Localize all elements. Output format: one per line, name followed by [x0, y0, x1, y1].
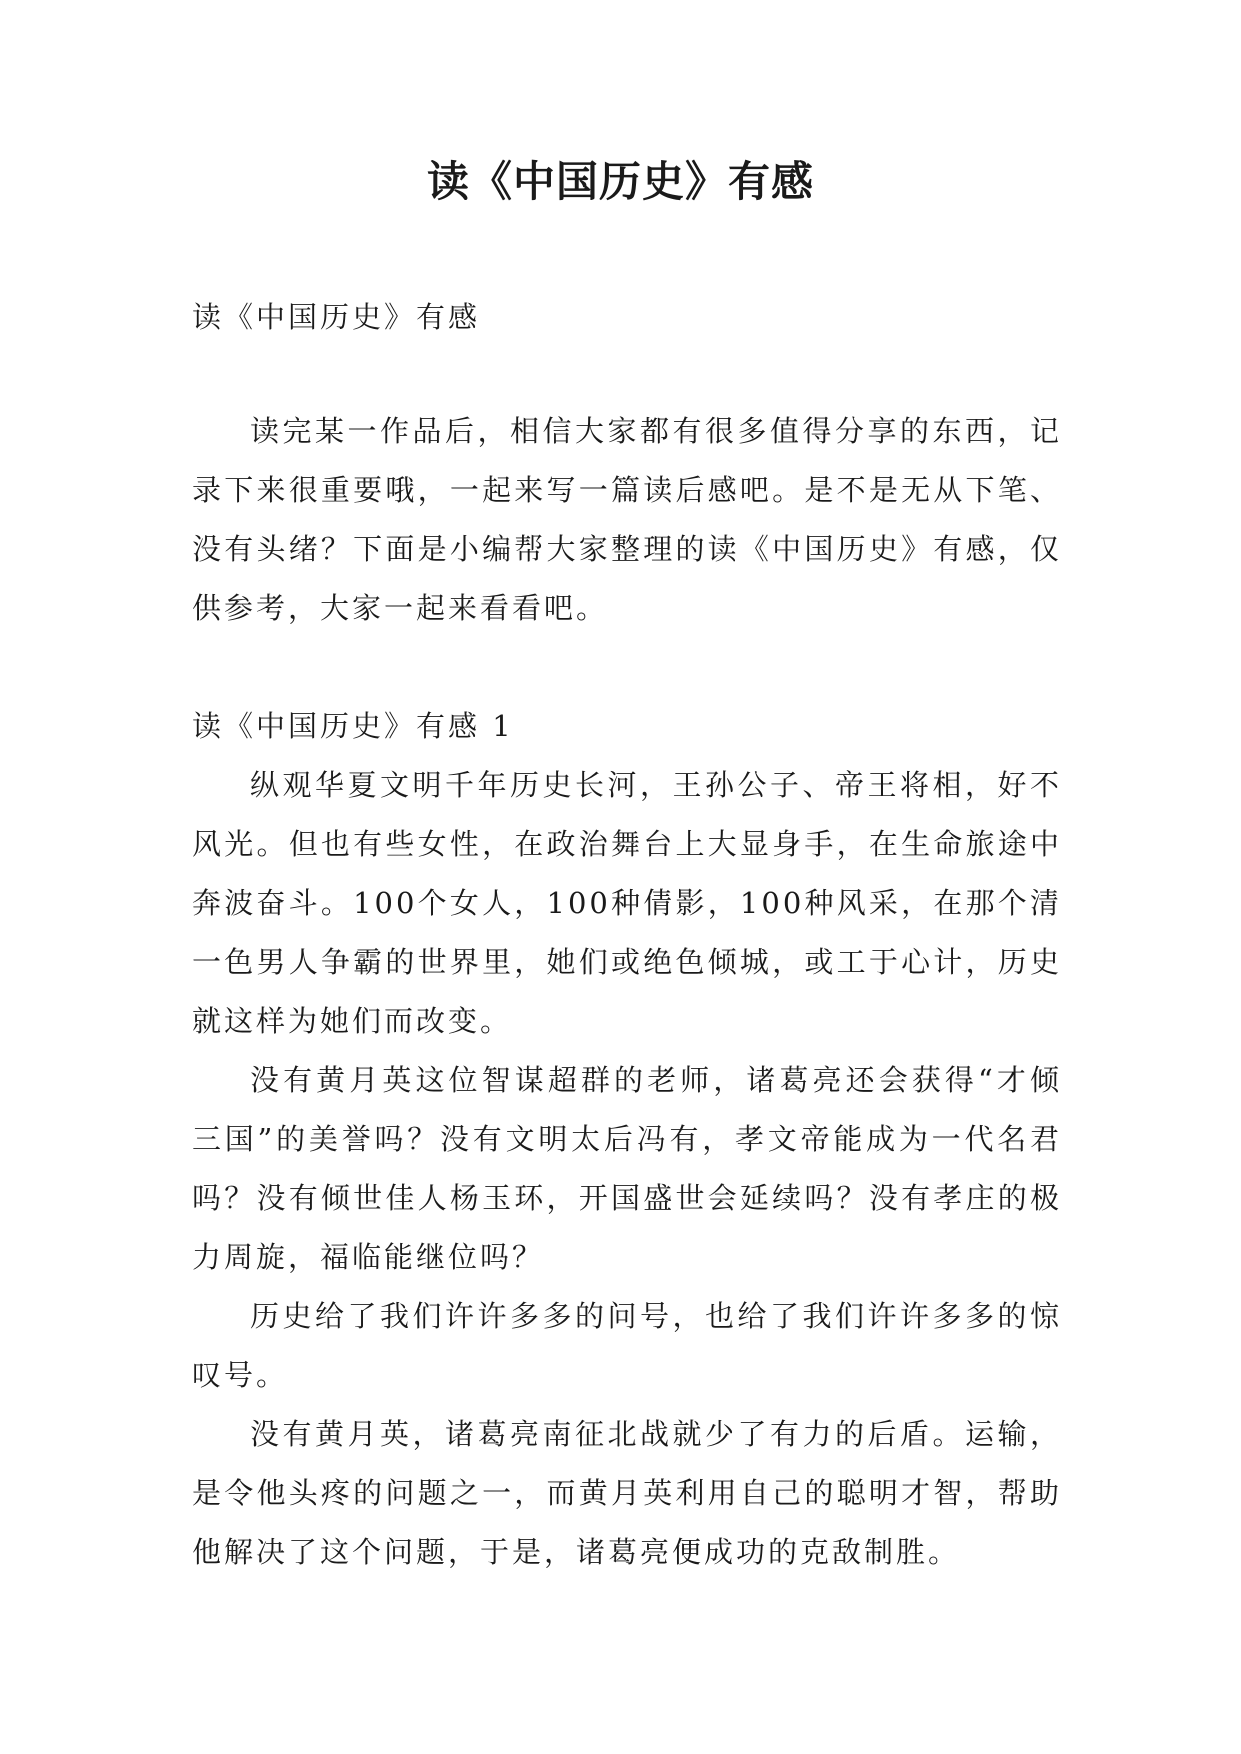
body-paragraph-1: 纵观华夏文明千年历史长河，王孙公子、帝王将相，好不风光。但也有些女性，在政治舞台上大显身手，在生命旅途中奔波奋斗。100个女人，100种倩影，100种风采，在那个清一色男人争霸的世界里，她们或绝色倾城，或工于心计，历史就这样为她们而改变。: [192, 768, 1062, 1038]
intro-block: [192, 402, 1062, 638]
section-body: [192, 756, 1062, 1582]
document-title: 读《中国历史》有感: [426, 157, 814, 206]
body-paragraph-4: 没有黄月英，诸葛亮南征北战就少了有力的后盾。运输，是令他头疼的问题之一，而黄月英利用自己的聪明才智，帮助他解决了这个问题，于是，诸葛亮便成功的克敌制胜。: [192, 1417, 1062, 1569]
body-paragraph-2: 没有黄月英这位智谋超群的老师，诸葛亮还会获得“才倾三国”的美誉吗？没有文明太后冯有，孝文帝能成为一代名君吗？没有倾世佳人杨玉环，开国盛世会延续吗？没有孝庄的极力周旋，福临能继位吗？: [192, 1063, 1062, 1274]
document-subtitle: 读《中国历史》有感: [192, 300, 481, 334]
intro-paragraph: 读完某一作品后，相信大家都有很多值得分享的东西，记录下来很重要哦，一起来写一篇读后感吧。是不是无从下笔、没有头绪？下面是小编帮大家整理的读《中国历史》有感，仅供参考，大家一起来看看吧。: [192, 414, 1062, 625]
section-heading: 读《中国历史》有感 1: [192, 709, 514, 743]
body-paragraph-3: 历史给了我们许许多多的问号，也给了我们许许多多的惊叹号。: [192, 1299, 1062, 1392]
